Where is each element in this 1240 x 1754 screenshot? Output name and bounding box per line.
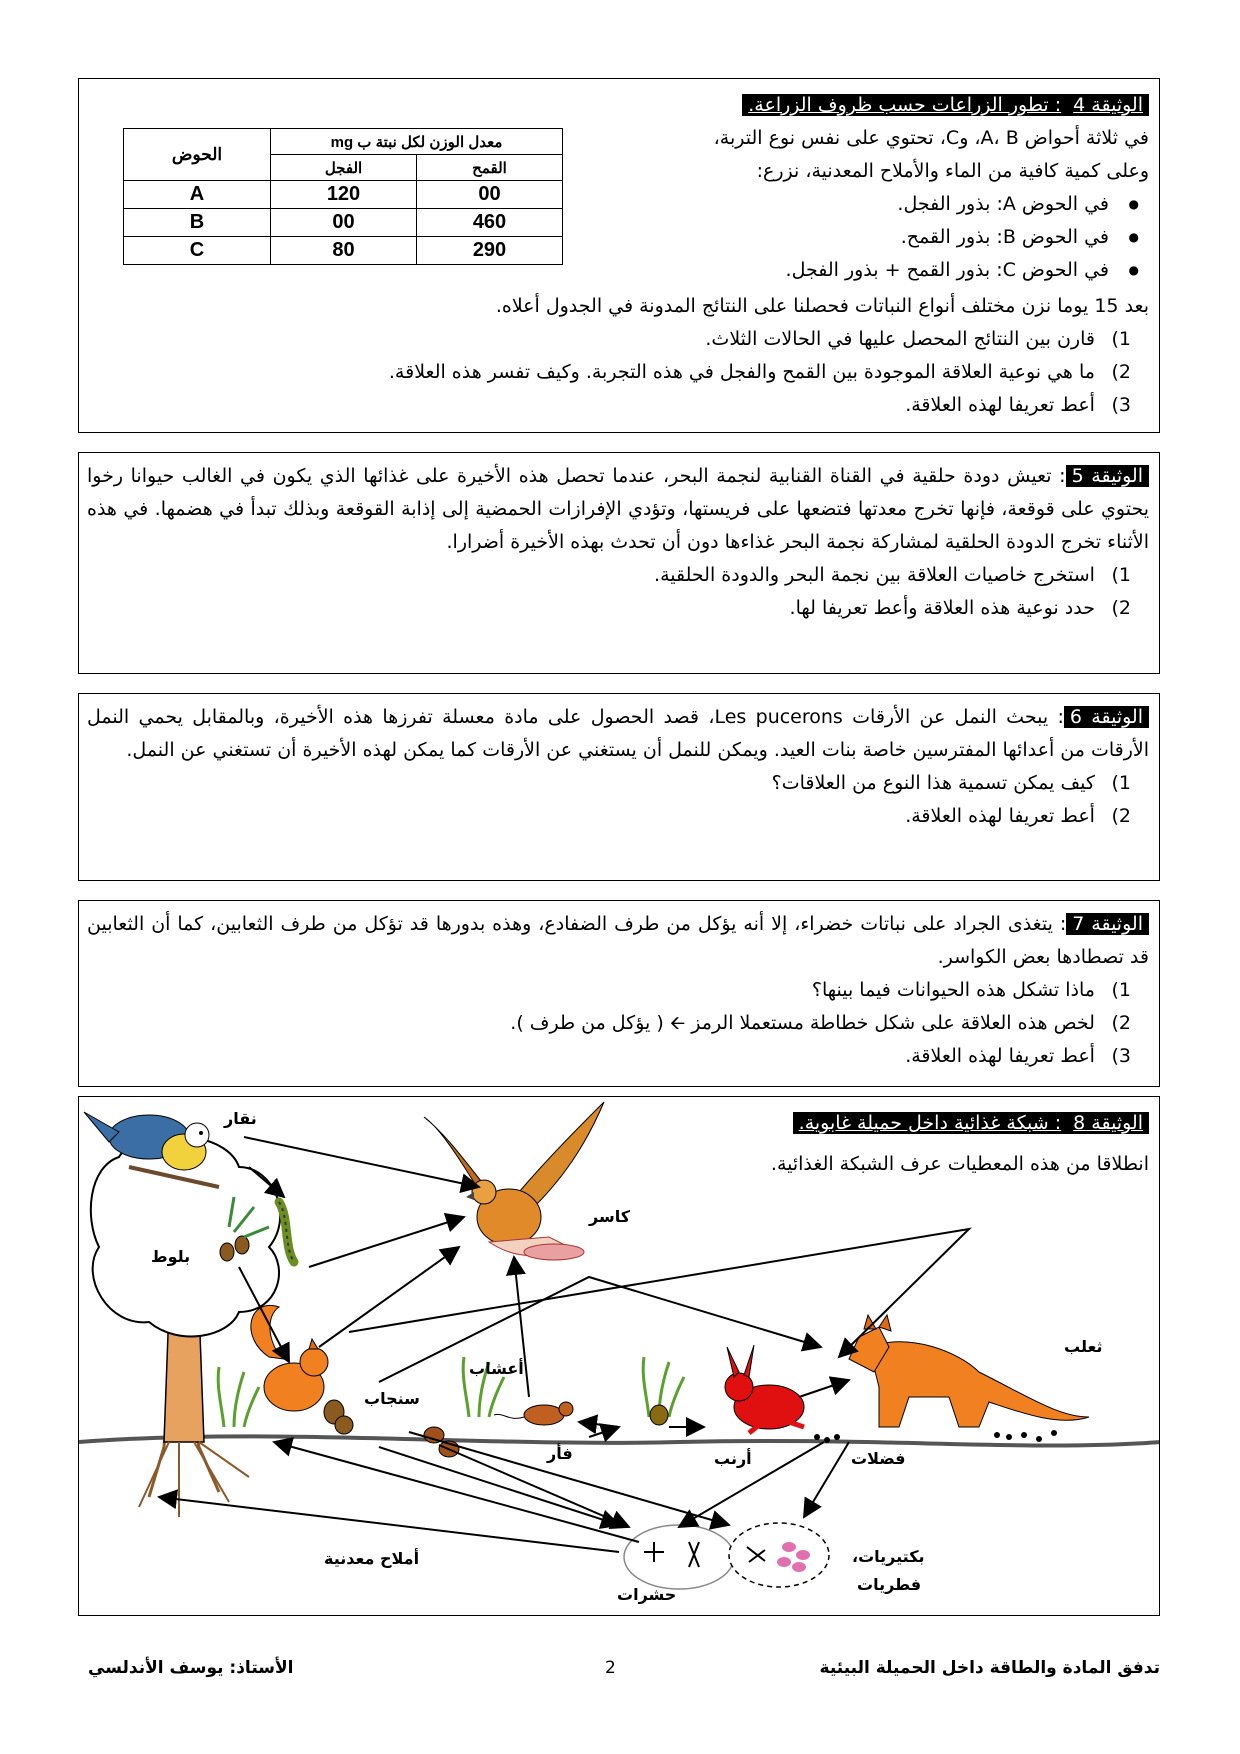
label-oak: بلوط: [151, 1247, 191, 1266]
doc4-question-2: 2) ما هي نوعية العلاقة الموجودة بين القمح والفجل في هذه التجربة. وكيف تفسر هذه العلاقة.: [388, 361, 1131, 383]
doc5-question-1: 1) استخرج خاصيات العلاقة بين نجمة البحر والدودة الحلقية.: [654, 564, 1131, 586]
doc7-text: الوثيقة 7: يتغذى الجراد على نباتات خضراء، إلا أنه يؤكل من طرف الضفادع، وهذه بدورها قد تؤكل من طرف الثعابين، كما أن الثعابين قد تصطادها بعض الكواسر.: [87, 913, 1149, 968]
mouse-icon: [494, 1402, 573, 1425]
doc4-question-3: 3) أعط تعريفا لهذه العلاقة.: [905, 394, 1131, 416]
cell-wheat: 290: [417, 237, 563, 265]
doc4-title: : تطور الزراعات حسب ظروف الزراعة.: [742, 94, 1067, 116]
doc4-bullets: [559, 188, 1149, 287]
page-number: 2: [605, 1658, 616, 1678]
doc6-tag: الوثيقة 6: [1064, 706, 1149, 728]
rabbit-icon: [725, 1345, 840, 1443]
label-rabbit: أرنب: [714, 1449, 752, 1468]
label-fox: ثعلب: [1064, 1337, 1103, 1356]
doc5-tag: الوثيقة 5: [1066, 465, 1149, 487]
table-row: [124, 181, 563, 209]
cell-radish: 80: [271, 237, 417, 265]
doc7-box: [78, 900, 1160, 1087]
doc5-text: الوثيقة 5: تعيش دودة حلقية في القناة القنابية لنجمة البحر، عندما تحصل هذه الأخيرة على غذائها الذي يكون في الغالب حيوانا رخوا يحتوي على قوقعة، فإنها تخرج معدتها فتضعها على فريستها، وتؤدي الإفرازات الحمضية إلى إذابة القوقعة وبذلك تبدأ في هضمها. في هذه الأثناء تخرج الدودة الحلقية لمشاركة نجمة البحر غذاءها دون أن تحدث بهذه الأخيرة أضرارا.: [87, 465, 1149, 553]
cell-basin: A: [124, 181, 271, 209]
doc8-tag: الوثيقة 8: [1067, 1112, 1149, 1134]
doc4-bullet: ● في الحوض A: بذور الفجل.: [559, 188, 1109, 221]
footer-teacher: الأستاذ: يوسف الأندلسي: [88, 1658, 294, 1678]
doc8-heading: [709, 1107, 1149, 1140]
label-herbs: أعشاب: [469, 1359, 524, 1378]
cell-radish: 00: [271, 209, 417, 237]
cell-basin: B: [124, 209, 271, 237]
doc8-instruction: انطلاقا من هذه المعطيات عرف الشبكة الغذائية.: [770, 1153, 1149, 1175]
doc4-question-1: 1) قارن بين النتائج المحصل عليها في الحالات الثلاث.: [705, 328, 1131, 350]
doc4-heading: [559, 89, 1149, 122]
fox-icon: [849, 1315, 1089, 1442]
caterpillar-icon: [279, 1202, 294, 1262]
label-bacteria1: بكتيريات،: [852, 1547, 925, 1566]
doc6-question-1: 1) كيف يمكن تسمية هذا النوع من العلاقات؟: [771, 772, 1131, 794]
label-insects: حشرات: [617, 1585, 677, 1604]
label-salts: أملاح معدنية: [324, 1549, 420, 1568]
doc8-title: : شبكة غذائية داخل حميلة غابوية.: [793, 1112, 1067, 1134]
doc4-tag: الوثيقة 4: [1067, 94, 1149, 116]
table-header-weight: معدل الوزن لكل نبتة ب mg: [271, 129, 563, 155]
doc4-results-table: [123, 128, 563, 265]
doc6-question-2: 2) أعط تعريفا لهذه العلاقة.: [905, 805, 1131, 827]
label-mouse: فأر: [547, 1444, 573, 1463]
doc4-bullet: ● في الحوض B: بذور القمح.: [559, 221, 1109, 254]
table-header-radish: الفجل: [271, 155, 417, 181]
doc4-intro2: وعلى كمية كافية من الماء والأملاح المعدنية، نزرع:: [756, 160, 1149, 182]
cell-wheat: 00: [417, 181, 563, 209]
table-row: [124, 237, 563, 265]
label-woodpecker: نقار: [224, 1109, 257, 1128]
table-header-wheat: القمح: [417, 155, 563, 181]
table-header-basin: الحوض: [124, 129, 271, 181]
insects-cluster: [624, 1525, 734, 1589]
squirrel-icon: [251, 1305, 344, 1424]
doc4-after: بعد 15 يوما نزن مختلف أنواع النباتات فحصلنا على النتائج المدونة في الجدول أعلاه.: [495, 295, 1149, 317]
footer-course-title: تدفق المادة والطاقة داخل الحميلة البيئية: [819, 1658, 1160, 1678]
bacteria-cluster: [729, 1523, 829, 1587]
doc4-bullet: ● في الحوض C: بذور القمح + بذور الفجل.: [559, 254, 1109, 287]
doc4-intro1: في ثلاثة أحواض A، B، وC، تحتوي على نفس نوع التربة،: [713, 127, 1149, 149]
doc5-box: [78, 452, 1160, 674]
table-row: [124, 209, 563, 237]
label-bacteria2: فطريات: [857, 1575, 922, 1594]
label-squirrel: سنجاب: [364, 1389, 420, 1408]
doc7-question-1: 1) ماذا تشكل هذه الحيوانات فيما بينها؟: [811, 979, 1131, 1001]
doc6-text: الوثيقة 6: يبحث النمل عن الأرقات Les pucerons، قصد الحصول على مادة معسلة تفرزها هذه الأخيرة، وبالمقابل يحمي النمل الأرقات من أعدائها المفترسين خاصة بنات العيد. ويمكن للنمل أن يستغني عن الأرقات كما يمكن لهذه الأخيرة أن تستغني عن النمل.: [87, 706, 1149, 761]
label-waste: فضلات: [851, 1449, 906, 1468]
doc8-box: [78, 1096, 1160, 1616]
doc5-question-2: 2) حدد نوعية هذه العلاقة وأعط تعريفا لها.: [789, 597, 1131, 619]
cell-radish: 120: [271, 181, 417, 209]
doc7-tag: الوثيقة 7: [1066, 913, 1149, 935]
cell-basin: C: [124, 237, 271, 265]
doc7-question-3: 3) أعط تعريفا لهذه العلاقة.: [905, 1045, 1131, 1067]
label-hawk: كاسر: [589, 1207, 630, 1226]
doc6-box: [78, 693, 1160, 881]
cell-wheat: 460: [417, 209, 563, 237]
doc7-question-2: 2) لخص هذه العلاقة على شكل خطاطة مستعملا الرمز 🡨 ( يؤكل من طرف ).: [510, 1012, 1131, 1034]
doc4-box: [78, 78, 1160, 433]
